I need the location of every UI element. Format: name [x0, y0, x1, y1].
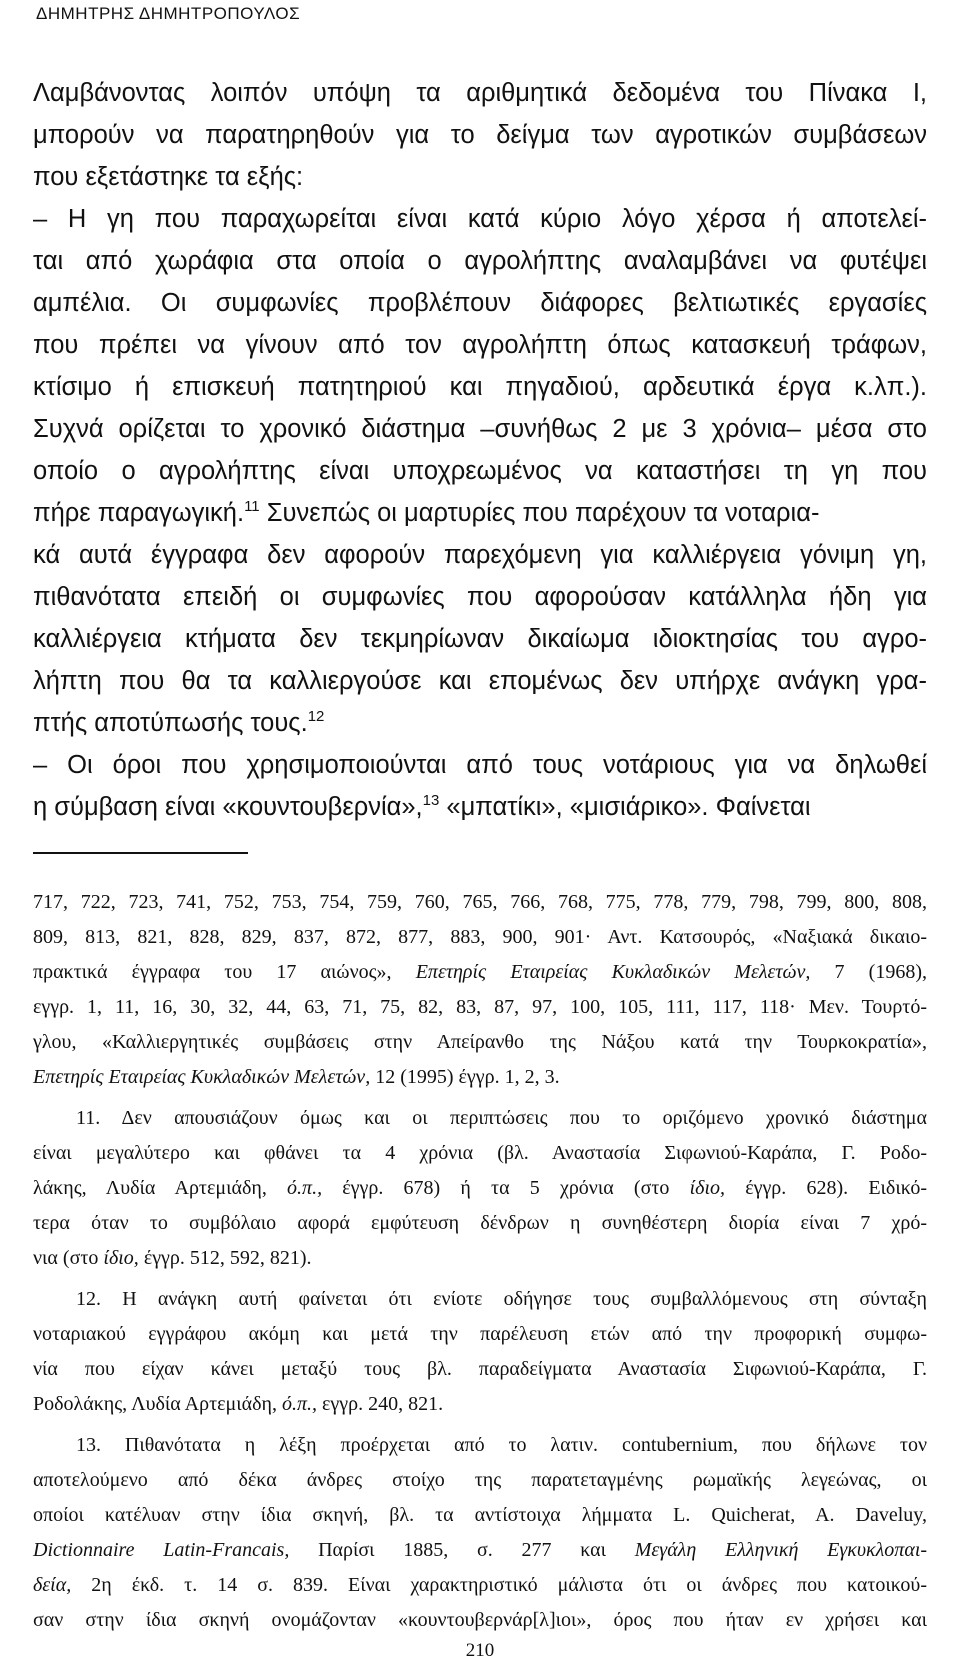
note-text: Δεν απουσιάζουν όμως και οι περιπτώσεις που το οριζόμενο χρονικό διάστημα [121, 1107, 927, 1129]
footnote-number: 11. [76, 1107, 101, 1129]
body-text-fragment: «μπατίκι», «μισιάρικο». Φαίνεται [446, 793, 811, 821]
note-line: 717, 722, 723, 741, 752, 753, 754, 759, 760, 765, 766, 768, 775, 778, 779, 798, 799, 800, 808, [33, 891, 927, 913]
note-text: Πιθανότατα η λέξη προέρχεται από το λατιν. contubernium, που δήλωνε τον [124, 1434, 927, 1456]
main-text [33, 72, 927, 828]
note-line: νοταριακού εγγράφου ακόμη και μετά την παρέλευση ετών από την προφορική συμφω- [33, 1323, 927, 1345]
note-line: νία που είχαν κάνει μεταξύ τους βλ. παραδείγματα Αναστασία Σιφωνιού-Καράπα, Γ. [33, 1358, 927, 1380]
note-text: 7 (1968), [834, 961, 927, 983]
body-line: αμπέλια. Οι συμφωνίες προβλέπουν διάφορες βελτιωτικές εργασίες [33, 289, 927, 317]
note-line: γλου, «Καλλιεργητικές συμβάσεις στην Απείρανθο της Νάξου κατά την Τουρκοκρατία», [33, 1031, 927, 1053]
note-line [33, 1241, 927, 1276]
footnote-ref-12[interactable]: 12 [307, 708, 325, 725]
note-line: 809, 813, 821, 828, 829, 837, 872, 877, 883, 900, 901· Αντ. Κατσουρός, «Ναξιακά δικαιο- [33, 926, 927, 948]
note-line [33, 1533, 927, 1568]
note-line [33, 955, 927, 990]
body-text-fragment: πήρε παραγωγική. [33, 499, 245, 527]
footnote-ref-11[interactable]: 11 [244, 498, 260, 515]
body-line: λήπτη που θα τα καλλιεργούσε και επομένως δεν υπήρχε ανάγκη γρα- [33, 667, 927, 695]
body-line: καλλιέργεια κτήματα δεν τεκμηρίωναν δικαίωμα ιδιοκτησίας του αγρο- [33, 625, 927, 653]
encyclopedia-title: Μεγάλη Ελληνική Εγκυκλοπαι- [634, 1539, 928, 1561]
note-text: 2η έκδ. τ. 14 σ. 839. Είναι χαρακτηριστικό μάλιστα ότι οι άνδρες που κατοικού- [91, 1574, 927, 1596]
note-line: σαν στην ίδια σκηνή ονομάζονταν «κουντουβερνάρ[λ]ιοι», όρος που ήταν εν χρήσει και [33, 1609, 927, 1631]
note-italic: ίδιο, [689, 1177, 726, 1199]
body-line: που πρέπει να γίνουν από τον αγρολήπτη όπως κατασκευή τράφων, [33, 331, 927, 359]
body-line: που εξετάστηκε τα εξής: [33, 163, 304, 191]
footnote-ref-13[interactable]: 13 [422, 792, 440, 809]
note-line: είναι μεγαλύτερο και φθάνει τα 4 χρόνια (βλ. Αναστασία Σιφωνιού-Καράπα, Γ. Ροδο- [33, 1142, 927, 1164]
note-text: εγγρ. 240, 821. [322, 1393, 444, 1415]
note-text: λάκης, Λυδία Αρτεμιάδη, [33, 1177, 267, 1199]
body-line [33, 492, 927, 534]
body-text-fragment: η σύμβαση είναι «κουντουβερνία», [33, 793, 423, 821]
dictionary-title: Dictionnaire Latin-Francais, [33, 1539, 290, 1561]
body-line: κτίσιμο ή επισκευή πατητηριού και πηγαδιού, αρδευτικά έργα κ.λπ.). [33, 373, 927, 401]
note-italic: ό.π., [287, 1177, 323, 1199]
note-italic: ό.π., [281, 1393, 318, 1415]
running-head: ΔΗΜΗΤΡΗΣ ΔΗΜΗΤΡΟΠΟΥΛΟΣ [36, 4, 301, 23]
note-line [33, 1387, 927, 1422]
note-text: πρακτικά έγγραφα του 17 αιώνος», [33, 961, 392, 983]
note-text: Παρίσι 1885, σ. 277 και [318, 1539, 607, 1561]
footnote-number: 12. [76, 1288, 101, 1310]
footnote-11 [33, 1101, 927, 1136]
journal-title: Επετηρίς Εταιρείας Κυκλαδικών Μελετών, [33, 1066, 371, 1088]
note-text: έγγρ. 628). Ειδικό- [745, 1177, 928, 1199]
body-line: Συχνά ορίζεται το χρονικό διάστημα –συνήθως 2 με 3 χρόνια– μέσα στο [33, 415, 927, 443]
note-text: έγγρ. 512, 592, 821). [143, 1247, 312, 1269]
body-text-fragment: Συνεπώς οι μαρτυρίες που παρέχουν τα νοταρια- [266, 499, 820, 527]
body-line: – Οι όροι που χρησιμοποιούνται από τους νοτάριους για να δηλωθεί [33, 751, 927, 779]
body-line: ται από χωράφια στα οποία ο αγρολήπτης αναλαμβάνει να φυτέψει [33, 247, 927, 275]
note-line [33, 1060, 927, 1095]
note-line: εγγρ. 1, 11, 16, 30, 32, 44, 63, 71, 75, 82, 83, 87, 97, 100, 105, 111, 117, 118· Μεν. Τουρτό- [33, 996, 927, 1018]
note-italic: ίδιο, [103, 1247, 139, 1269]
body-line: πιθανότατα επειδή οι συμφωνίες που αφορούσαν κατάλληλα ήδη για [33, 583, 927, 611]
note-line [33, 1568, 927, 1603]
footnote-number: 13. [76, 1434, 101, 1456]
footnote-12 [33, 1282, 927, 1317]
journal-title: Επετηρίς Εταιρείας Κυκλαδικών Μελετών, [415, 961, 811, 983]
footnote-rule [33, 852, 248, 854]
note-line: τερα όταν το συμβόλαιο αφορά εμφύτευση δένδρων η συνηθέστερη διορία είναι 7 χρό- [33, 1212, 927, 1234]
body-line [33, 786, 927, 828]
note-text: Η ανάγκη αυτή φαίνεται ότι ενίοτε οδήγησε τους συμβαλλόμενους στη σύνταξη [122, 1288, 928, 1310]
body-line: μπορούν να παρατηρηθούν για το δείγμα των αγροτικών συμβάσεων [33, 121, 927, 149]
body-text-fragment: πτής αποτύπωσής τους. [33, 709, 308, 737]
note-text: νια (στο [33, 1247, 99, 1269]
page-number: 210 [465, 1640, 495, 1661]
note-text: 12 (1995) έγγρ. 1, 2, 3. [375, 1066, 560, 1088]
encyclopedia-title: δεία, [33, 1574, 72, 1596]
note-line [33, 1171, 927, 1206]
body-line: – Η γη που παραχωρείται είναι κατά κύριο λόγο χέρσα ή αποτελεί- [33, 205, 927, 233]
note-line: οποίοι κατέλυαν στην ίδια σκηνή, βλ. τα αντίστοιχα λήμματα L. Quicherat, A. Daveluy, [33, 1504, 927, 1526]
note-text: έγγρ. 678) ή τα 5 χρόνια (στο [342, 1177, 670, 1199]
footnote-13 [33, 1428, 927, 1463]
body-line: Λαμβάνοντας λοιπόν υπόψη τα αριθμητικά δεδομένα του Πίνακα Ι, [33, 79, 927, 107]
footnotes [33, 885, 927, 1638]
body-line: οποίο ο αγρολήπτης είναι υποχρεωμένος να καταστήσει τη γη που [33, 457, 927, 485]
body-line [33, 702, 927, 744]
note-line: αποτελούμενο από δέκα άνδρες στοίχο της παρατεταγμένης ρωμαϊκής λεγεώνας, οι [33, 1469, 927, 1491]
note-text: Ροδολάκης, Λυδία Αρτεμιάδη, [33, 1393, 277, 1415]
body-line: κά αυτά έγγραφα δεν αφορούν παρεχόμενη για καλλιέργεια γόνιμη γη, [33, 541, 927, 569]
